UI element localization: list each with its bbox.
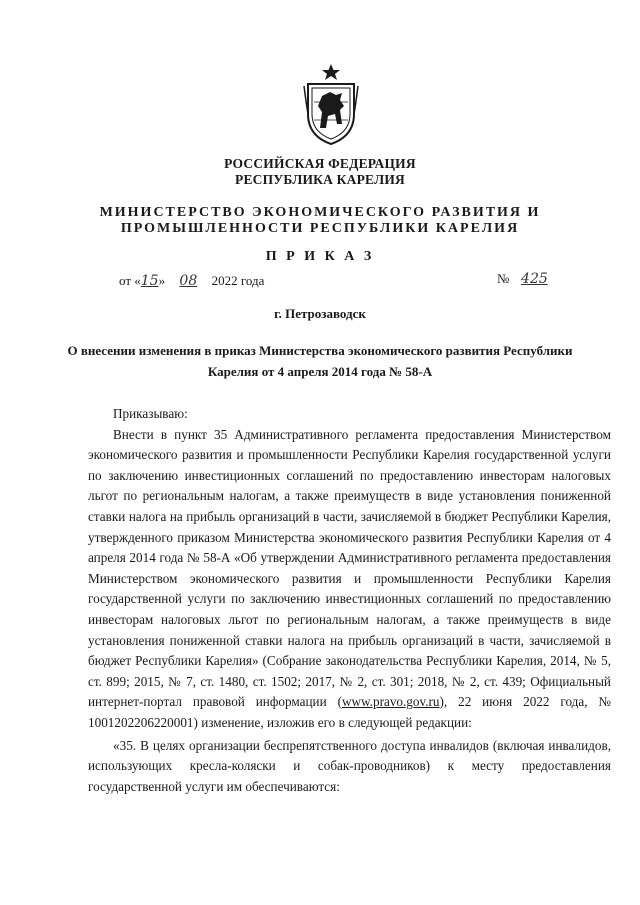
header-ministry-line1: МИНИСТЕРСТВО ЭКОНОМИЧЕСКОГО РАЗВИТИЯ И [99,205,541,220]
date-month-handwritten: 08 [179,273,198,289]
order-number [497,271,559,287]
number-prefix: № [497,271,510,286]
doc-type-title: П Р И К А З [265,249,375,264]
city-line: г. Петрозаводск [274,306,366,321]
body-paragraph-2: «35. В целях организации беспрепятственного доступа инвалидов (включая инвалидов, использующих кресла-коляски и собак-проводников) к месту предоставления государственной услуги им обеспечиваются: [88,737,611,794]
coat-of-arms-emblem [302,62,360,146]
date-day-handwritten: 15 [140,273,159,289]
paragraph-1-text-a: Внести в пункт 35 Административного регламента предоставления Министерством экономического развития и промышленности Республики Карелия государственной услуги по заключению инвестиционных соглашений по предоставлению инвесторам налоговых льгот по региональным налогам, а также преимуществ в виде установления пониженной ставки налога на прибыль организаций в части, зачисляемой в бюджет Республики Карелия, утвержденного приказом Министерства экономического развития Республики Карелия от 4 апреля 2014 года № 58-А «Об утверждении Административного регламента предоставления Министерством экономического развития и промышленности Республики Карелия государственной услуги по заключению инвестиционных соглашений по предоставлению инвесторам налоговых льгот по региональным налогам, а также преимуществ в виде установления пониженной ставки налога на прибыль организаций в части, зачисляемой в бюджет Республики Карелия» (Собрание законодательства Республики Карелия, 2014, № 5, ст. 899; 2015, № 7, ст. 1480, ст. 1502; 2017, № 2, ст. 301; 2018, № 2, ст. 439; Официальный интернет-портал правовой информации ( [88,426,611,710]
date-prefix: от « [119,273,141,288]
number-value-handwritten: 425 [521,271,548,287]
title-line2: Карелия от 4 апреля 2014 года № 58-А [207,364,433,379]
header-ministry-line2: ПРОМЫШЛЕННОСТИ РЕСПУБЛИКИ КАРЕЛИЯ [120,221,520,236]
order-body [88,404,611,797]
order-date [119,273,264,289]
title-line1: О внесении изменения в приказ Министерства экономического развития Республики [67,343,573,358]
order-directive: Приказываю: [113,406,188,421]
paragraph-1-text-b: ), 22 июня 2022 года, № 1001202206220001) изменение, изложив его в следующей редакции: [88,694,611,730]
body-paragraph-1 [88,425,611,734]
pravo-link[interactable]: www.pravo.gov.ru [341,694,440,710]
date-suffix: 2022 года [211,273,265,288]
date-middle: » [158,273,166,288]
header-country: РОССИЙСКАЯ ФЕДЕРАЦИЯ [224,156,416,171]
header-republic: РЕСПУБЛИКА КАРЕЛИЯ [235,172,405,187]
order-title [0,340,640,382]
